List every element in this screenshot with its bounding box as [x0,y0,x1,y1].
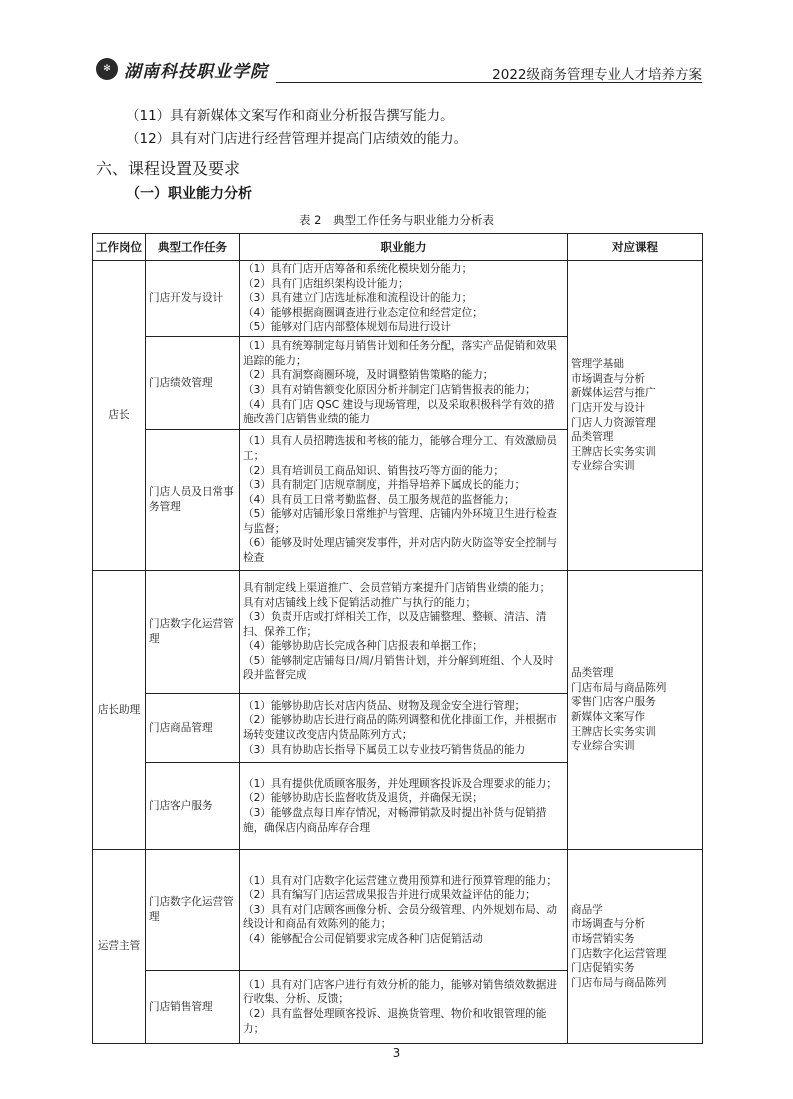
ability-item: （1）具有提供优质顾客服务，并处理顾客投诉及合理要求的能力； [243,777,557,790]
ability-item: （4）能够根据商圈调查进行业态定位和经营定位； [243,306,483,319]
course-item: 门店数字化运营管理 [571,947,667,960]
course-item: 专业综合实训 [571,460,635,473]
ability-item: （3）负责开店或打烊相关工作，以及店铺整理、整顿、清洁、清扫、保养工作； [243,611,547,638]
ability-item: （1）具有对门店客户进行有效分析的能力，能够对销售绩效数据进行收集、分析、反馈； [243,978,557,1006]
ability-cell [240,261,568,337]
ability-item: 具有对店铺线上线下促销活动推广与执行的能力； [243,596,477,609]
header-course: 对应课程 [568,234,703,261]
course-item: 零售门店客户服务 [571,696,656,709]
ability-item: 具有制定线上渠道推广、会员营销方案提升门店销售业绩的能力； [243,581,551,594]
ability-item: （4）具有员工日常考勤监督、员工服务规范的监督能力； [243,493,515,506]
section-heading: 六、课程设置及要求 [96,159,241,178]
course-cell [568,850,703,1044]
table-row [93,850,703,971]
course-item: 门店人力资源管理 [571,416,656,429]
ability-item: （4）具有门店 QSC 建设与现场管理，以及采取积极科学有效的措施改善门店销售业绩的能力 [243,398,555,426]
ability-item: （2）具有门店组织架构设计能力； [243,277,409,290]
document-title: 2022级商务管理专业人才培养方案 [492,67,702,83]
course-item: 门店布局与商品陈列 [571,976,667,989]
ability-item: （5）能够对门店内部整体规划布局进行设计 [243,321,452,334]
position-cell: 店长 [93,261,146,571]
ability-item: （4）能够协助店长完成各种门店报表和单据工作； [243,640,483,653]
school-logo [96,54,296,84]
task-cell: 门店开发与设计 [146,261,240,337]
course-item: 新媒体文案写作 [571,711,646,723]
course-cell [568,571,703,850]
ability-item: （3）具有协助店长指导下属员工以专业技巧销售货品的能力 [243,743,526,756]
school-seal-icon: ✻ [96,58,118,80]
ability-cell [240,337,568,430]
ability-cell [240,430,568,571]
header-divider [276,82,702,83]
header-position: 工作岗位 [93,234,146,261]
course-item: 商品学 [571,903,603,916]
ability-cell [240,694,568,763]
table-header-row [93,234,703,261]
ability-item: （2）能够协助店长监督收货及退货，并确保无误； [243,792,483,805]
ability-item: （2）具有培训员工商品知识、销售技巧等方面的能力； [243,464,504,477]
ability-analysis-table [92,233,703,1044]
task-cell: 门店数字化运营管理 [146,571,240,694]
ability-item: （5）能够制定店铺每日/周/月销售计划，并分解到班组、个人及时段并监督完成 [243,654,554,682]
table-row [93,261,703,337]
school-logo-text: 湖南科技职业学院 [124,61,268,82]
ability-item: （4）能够配合公司促销要求完成各种门店促销活动 [243,932,483,945]
course-item: 品类管理 [571,667,614,680]
subsection-heading: （一）职业能力分析 [126,186,252,202]
task-cell: 门店人员及日常事务管理 [146,430,240,571]
ability-item: （1）具有人员招聘选拔和考核的能力，能够合理分工、有效激励员工； [243,435,557,462]
ability-item: （3）能够盘点每日库存情况，对畅滞销款及时提出补货与促销措施，确保店内商品库存合理 [243,807,547,834]
table-row [93,571,703,694]
ability-item: （2）能够协助店长进行商品的陈列调整和优化排面工作，并根据市场转变建议改变店内货品陈列方式； [243,714,557,741]
table-caption: 表 2 典型工作任务与职业能力分析表 [299,213,494,227]
ability-item: （1）具有门店开店筹备和系统化模块划分能力； [243,263,473,276]
ability-item: （2）具有监督处理顾客投诉、退换货管理、物价和收银管理的能力； [243,1008,547,1035]
course-cell [568,261,703,571]
course-item: 新媒体运营与推广 [571,387,656,400]
ability-item: （1）具有对门店数字化运营建立费用预算和进行预算管理的能力； [243,874,557,887]
ability-item-12: （12）具有对门店进行经营管理并提高门店绩效的能力。 [126,131,468,147]
task-cell: 门店商品管理 [146,694,240,763]
task-cell: 门店绩效管理 [146,337,240,430]
course-item: 门店促销实务 [571,962,635,975]
ability-cell [240,571,568,694]
course-item: 管理学基础 [571,358,624,371]
course-item: 王牌店长实务实训 [571,445,656,458]
course-item: 市场调查与分析 [571,372,646,385]
position-cell: 店长助理 [93,571,146,850]
ability-item: （1）具有统筹制定每月销售计划和任务分配，落实产品促销和效果追踪的能力； [243,340,557,367]
course-item: 品类管理 [571,431,614,444]
ability-item: （3）具有对门店顾客画像分析、会员分级管理、内外规划布局、动线设计和商品有效陈列的能力； [243,903,557,931]
ability-cell [240,850,568,971]
course-item: 门店布局与商品陈列 [571,681,667,694]
ability-cell [240,971,568,1044]
ability-item: （1）能够协助店长对店内货品、财物及现金安全进行管理； [243,699,526,712]
ability-item-11: （11）具有新媒体文案写作和商业分析报告撰写能力。 [126,108,454,124]
course-item: 专业综合实训 [571,740,635,753]
ability-item: （3）具有对销售额变化原因分析并制定门店销售报表的能力； [243,384,536,396]
course-item: 市场营销实务 [571,932,635,945]
task-cell: 门店数字化运营管理 [146,850,240,971]
course-item: 市场调查与分析 [571,918,646,931]
ability-item: （3）具有制定门店规章制度，并指导培养下属成长的能力； [243,479,526,492]
ability-cell [240,763,568,850]
page-number: 3 [392,1046,401,1060]
ability-item: （3）具有建立门店选址标准和流程设计的能力； [243,292,473,305]
ability-item: （2）具有洞察商圈环境，及时调整销售策略的能力； [243,369,494,382]
header-ability: 职业能力 [240,234,568,261]
ability-item: （2）具有编写门店运营成果报告并进行成果效益评估的能力； [243,889,536,902]
page-header [96,54,702,84]
ability-item: （6）能够及时处理店铺突发事件，并对店内防火防盗等安全控制与检查 [243,537,557,565]
course-item: 门店开发与设计 [571,401,646,414]
task-cell: 门店销售管理 [146,971,240,1044]
position-cell: 运营主管 [93,850,146,1044]
ability-item: （5）能够对店铺形象日常维护与管理、店铺内外环境卫生进行检查与监督； [243,508,557,535]
course-item: 王牌店长实务实训 [571,725,656,738]
header-task: 典型工作任务 [146,234,240,261]
task-cell: 门店客户服务 [146,763,240,850]
